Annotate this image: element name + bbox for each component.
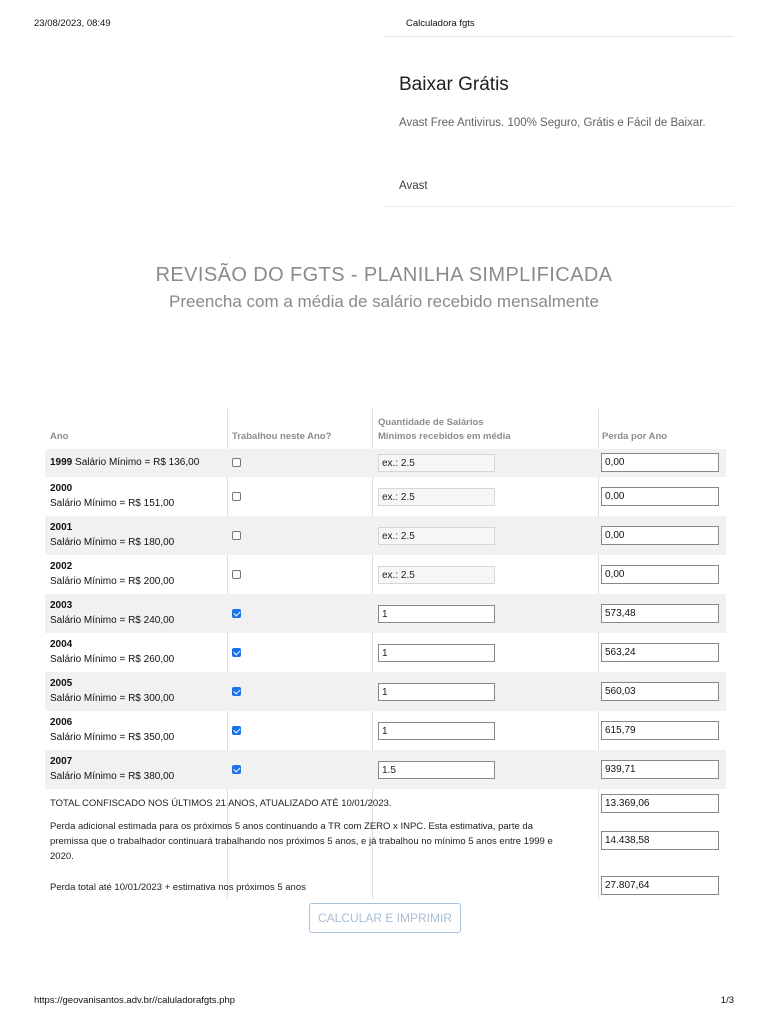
quantity-input[interactable]: 1 xyxy=(378,683,495,701)
ad-banner[interactable] xyxy=(384,36,734,207)
print-page-title: Calculadora fgts xyxy=(406,18,475,29)
summary-grand-total-row xyxy=(45,870,726,900)
salary-label: Salário Mínimo = R$ 180,00 xyxy=(50,537,175,548)
loss-field[interactable]: 939,71 xyxy=(601,760,719,779)
table-header xyxy=(45,409,726,449)
table-row xyxy=(45,633,726,672)
year-label: 2005 xyxy=(50,678,73,689)
loss-field[interactable]: 0,00 xyxy=(601,565,719,584)
grand-total-value-field[interactable]: 27.807,64 xyxy=(601,876,719,895)
loss-field[interactable]: 0,00 xyxy=(601,487,719,506)
fgts-table xyxy=(45,409,726,900)
summary-total-row xyxy=(45,789,726,815)
calculate-print-button[interactable]: CALCULAR E IMPRIMIR xyxy=(309,903,461,933)
print-header xyxy=(34,18,734,32)
year-label: 2001 xyxy=(50,522,73,533)
table-row xyxy=(45,750,726,789)
worked-checkbox[interactable] xyxy=(232,726,241,735)
year-label: 2003 xyxy=(50,600,73,611)
table-row xyxy=(45,672,726,711)
header-ano: Ano xyxy=(50,431,69,442)
quantity-input[interactable]: ex.: 2.5 xyxy=(378,527,495,545)
salary-label: Salário Mínimo = R$ 200,00 xyxy=(50,576,175,587)
year-label: 1999 xyxy=(50,457,73,468)
loss-field[interactable]: 573,48 xyxy=(601,604,719,623)
salary-label: Salário Mínimo = R$ 240,00 xyxy=(50,615,175,626)
worked-checkbox[interactable] xyxy=(232,458,241,467)
salary-label: Salário Mínimo = R$ 151,00 xyxy=(50,498,175,509)
print-url: https://geovanisantos.adv.br//caluladorafgts.php xyxy=(34,995,236,1006)
header-quantidade-line1: Quantidade de Salários xyxy=(378,417,484,428)
loss-field[interactable]: 0,00 xyxy=(601,453,719,472)
quantity-input[interactable]: 1 xyxy=(378,644,495,662)
total-label: TOTAL CONFISCADO NOS ÚLTIMOS 21 ANOS, ATUALIZADO ATÉ 10/01/2023. xyxy=(50,798,392,809)
table-row xyxy=(45,555,726,594)
worked-checkbox[interactable] xyxy=(232,687,241,696)
grand-total-label: Perda total até 10/01/2023 + estimativa nos próximos 5 anos xyxy=(50,882,306,893)
quantity-input[interactable]: 1.5 xyxy=(378,761,495,779)
table-row xyxy=(45,516,726,555)
year-label: 2002 xyxy=(50,561,73,572)
additional-value-field[interactable]: 14.438,58 xyxy=(601,831,719,850)
table-row xyxy=(45,711,726,750)
print-page-number: 1/3 xyxy=(720,995,734,1006)
quantity-input[interactable]: ex.: 2.5 xyxy=(378,566,495,584)
quantity-input[interactable]: ex.: 2.5 xyxy=(378,488,495,506)
table-row xyxy=(45,594,726,633)
year-label: 2000 xyxy=(50,483,73,494)
worked-checkbox[interactable] xyxy=(232,648,241,657)
worked-checkbox[interactable] xyxy=(232,492,241,501)
ad-title[interactable]: Baixar Grátis xyxy=(399,74,509,95)
loss-field[interactable]: 560,03 xyxy=(601,682,719,701)
table-row xyxy=(45,477,726,516)
salary-label: Salário Mínimo = R$ 300,00 xyxy=(50,693,175,704)
salary-label: Salário Mínimo = R$ 350,00 xyxy=(50,732,175,743)
salary-label: Salário Mínimo = R$ 260,00 xyxy=(50,654,175,665)
page-title: REVISÃO DO FGTS - PLANILHA SIMPLIFICADA xyxy=(155,264,613,286)
worked-checkbox[interactable] xyxy=(232,765,241,774)
ad-advertiser[interactable]: Avast xyxy=(399,180,428,192)
worked-checkbox[interactable] xyxy=(232,609,241,618)
additional-label: Perda adicional estimada para os próximos 5 anos continuando a TR com ZERO x INPC. Esta estimativa, parte da premissa que o trabalhador continuará trabalhando nos próximos 5 anos, e já trabalhou no mínimo 5 anos entre 1999 e 2020. xyxy=(50,821,553,862)
quantity-input[interactable]: ex.: 2.5 xyxy=(378,454,495,472)
ad-description: Avast Free Antivirus. 100% Seguro, Grátis e Fácil de Baixar. xyxy=(399,117,706,129)
year-cell xyxy=(50,457,199,468)
loss-field[interactable]: 0,00 xyxy=(601,526,719,545)
worked-checkbox[interactable] xyxy=(232,531,241,540)
year-label: 2007 xyxy=(50,756,73,767)
summary-additional-row xyxy=(45,815,726,870)
salary-label: Salário Mínimo = R$ 380,00 xyxy=(50,771,175,782)
loss-field[interactable]: 615,79 xyxy=(601,721,719,740)
print-datetime: 23/08/2023, 08:49 xyxy=(34,18,111,29)
salary-label: Salário Mínimo = R$ 136,00 xyxy=(75,457,200,468)
quantity-input[interactable]: 1 xyxy=(378,605,495,623)
quantity-input[interactable]: 1 xyxy=(378,722,495,740)
worked-checkbox[interactable] xyxy=(232,570,241,579)
header-perda: Perda por Ano xyxy=(602,431,668,442)
year-label: 2006 xyxy=(50,717,73,728)
print-footer xyxy=(34,995,734,1009)
year-label: 2004 xyxy=(50,639,73,650)
header-quantidade-line2: Mínimos recebidos em média xyxy=(378,431,511,442)
header-trabalhou: Trabalhou neste Ano? xyxy=(232,431,332,442)
total-value-field[interactable]: 13.369,06 xyxy=(601,794,719,813)
loss-field[interactable]: 563,24 xyxy=(601,643,719,662)
page-subtitle: Preencha com a média de salário recebido mensalmente xyxy=(169,292,599,311)
table-row xyxy=(45,449,726,477)
